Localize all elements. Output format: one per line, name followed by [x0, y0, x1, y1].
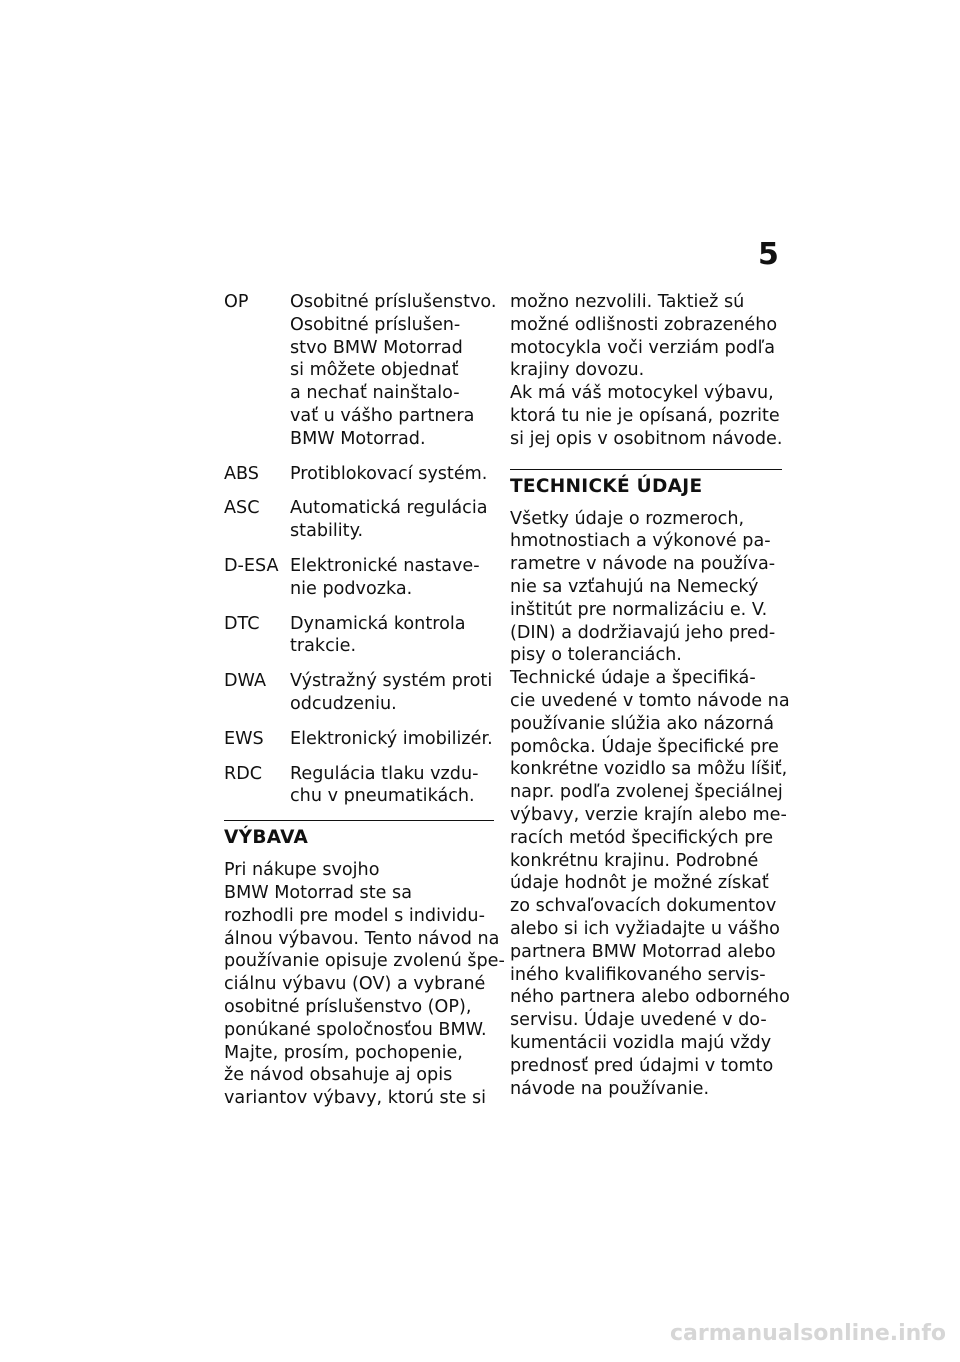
text-line: odcudzeniu.	[290, 693, 397, 714]
text-line: trakcie.	[290, 636, 357, 657]
text-line: Ak má váš motocykel výbavu,	[510, 383, 774, 404]
text-line: návode na používanie.	[510, 1078, 710, 1099]
text-line: hmotnostiach a výkonové pa-	[510, 531, 771, 552]
text-line: vať u vášho partnera	[290, 405, 475, 426]
text-line: alebo si ich vyžiadajte u vášho	[510, 918, 780, 939]
abbreviation-term: DWA	[224, 671, 267, 692]
text-line: krajiny dovozu.	[510, 360, 645, 381]
text-line: stvo BMW Motorrad	[290, 337, 463, 358]
text-line: a nechať nainštalo-	[290, 383, 460, 404]
abbreviation-item	[224, 463, 494, 486]
text-line: napr. podľa zvolenej špeciálnej	[510, 782, 783, 803]
abbreviation-term: ABS	[224, 463, 259, 484]
text-line: Technické údaje a špecifiká-	[510, 668, 756, 689]
text-line: ného partnera alebo odborného	[510, 987, 790, 1008]
section-heading-vybava: VÝBAVA	[224, 827, 309, 849]
text-line: álnou výbavou. Tento návod na	[224, 928, 500, 949]
text-line: kumentácii vozidla majú vždy	[510, 1032, 772, 1053]
text-line: Protiblokovací systém.	[290, 463, 488, 484]
abbreviation-description	[290, 670, 494, 716]
text-line: konkrétnu krajinu. Podrobné	[510, 850, 759, 871]
abbreviation-description	[290, 497, 494, 543]
text-line: servisu. Údaje uvedené v do-	[510, 1010, 767, 1031]
abbreviation-term: ASC	[224, 498, 260, 519]
text-line: inštitút pre normalizáciu e. V.	[510, 599, 768, 620]
abbreviation-term: DTC	[224, 613, 260, 634]
abbreviation-list	[224, 291, 497, 808]
text-line: chu v pneumatikách.	[290, 786, 475, 807]
text-line: motocykla voči verziám podľa	[510, 337, 776, 358]
text-line: ktorá tu nie je opísaná, pozrite	[510, 405, 780, 426]
section-divider	[224, 820, 494, 821]
abbreviation-description	[290, 763, 494, 809]
page-number: 5	[758, 237, 779, 272]
text-line: osobitné príslušenstvo (OP),	[224, 996, 472, 1017]
text-line: ciálnu výbavu (OV) a vybrané	[224, 974, 486, 995]
abbreviation-item	[224, 555, 494, 601]
abbreviation-term: OP	[224, 292, 249, 312]
text-line: cie uvedené v tomto návode na	[510, 690, 790, 711]
abbreviation-description	[290, 613, 494, 659]
text-line: Dynamická kontrola	[290, 613, 466, 634]
text-line: konkrétne vozidlo sa môžu líšiť,	[510, 759, 788, 780]
text-line: Majte, prosím, pochopenie,	[224, 1042, 463, 1063]
text-line: (DIN) a dodržiavajú jeho pred-	[510, 622, 776, 643]
text-line: používanie opisuje zvolenú špe-	[224, 951, 505, 972]
technicke-body	[510, 508, 790, 1101]
text-line: Elektronický imobilizér.	[290, 728, 493, 749]
text-line: používanie slúžia ako názorná	[510, 713, 775, 734]
text-line: rametre v návode na používa-	[510, 554, 776, 575]
abbreviation-item	[224, 291, 497, 451]
abbreviation-item	[224, 497, 494, 543]
text-line: iného kvalifikovaného servis-	[510, 964, 766, 985]
abbreviation-item	[224, 763, 494, 809]
text-line: BMW Motorrad.	[290, 428, 426, 449]
text-line: si jej opis v osobitnom návode.	[510, 428, 783, 449]
text-line: Osobitné príslušen-	[290, 314, 461, 335]
text-line: údaje hodnôt je možné získať	[510, 873, 769, 894]
text-line: možno nezvolili. Taktiež sú	[510, 292, 745, 312]
abbreviation-description	[290, 555, 494, 601]
abbreviation-term: D-ESA	[224, 555, 279, 576]
continuation-body	[510, 291, 782, 451]
text-line: si môžete objednať	[290, 360, 459, 381]
text-line: stability.	[290, 521, 364, 542]
text-line: Pri nákupe svojho	[224, 860, 380, 881]
left-column	[224, 291, 505, 1110]
text-line: Regulácia tlaku vzdu-	[290, 763, 479, 784]
abbreviation-term: RDC	[224, 763, 263, 784]
text-line: možné odlišnosti zobrazeného	[510, 314, 778, 335]
text-line: Osobitné príslušenstvo.	[290, 292, 497, 312]
text-line: výbavy, verzie krajín alebo me-	[510, 804, 787, 825]
section-heading-technicke-udaje: TECHNICKÉ ÚDAJE	[510, 475, 703, 497]
text-line: nie sa vzťahujú na Nemecký	[510, 576, 759, 597]
text-line: pomôcka. Údaje špecifické pre	[510, 736, 779, 757]
text-line: ponúkané spoločnosťou BMW.	[224, 1019, 487, 1040]
abbreviation-description	[290, 463, 494, 486]
text-line: racích metód špecifických pre	[510, 827, 774, 848]
section-divider	[510, 469, 782, 470]
vybava-body	[224, 859, 505, 1110]
abbreviation-item	[224, 728, 494, 751]
right-column	[510, 291, 790, 1100]
abbreviation-description	[290, 291, 497, 451]
section-technicke-udaje	[510, 469, 790, 1101]
text-line: BMW Motorrad ste sa	[224, 882, 412, 903]
text-line: rozhodli pre model s individu-	[224, 905, 485, 926]
text-line: nie podvozka.	[290, 578, 413, 599]
text-line: pisy o toleranciách.	[510, 645, 682, 666]
text-line: Všetky údaje o rozmeroch,	[510, 508, 745, 529]
text-line: že návod obsahuje aj opis	[224, 1065, 453, 1086]
text-line: Elektronické nastave-	[290, 555, 480, 576]
text-line: zo schvaľovacích dokumentov	[510, 896, 777, 917]
abbreviation-description	[290, 728, 494, 751]
abbreviation-item	[224, 613, 494, 659]
abbreviation-term: EWS	[224, 728, 264, 749]
abbreviation-item	[224, 670, 494, 716]
text-line: prednosť pred údajmi v tomto	[510, 1055, 774, 1076]
section-vybava	[224, 820, 505, 1110]
text-line: partnera BMW Motorrad alebo	[510, 941, 776, 962]
text-line: variantov výbavy, ktorú ste si	[224, 1088, 487, 1109]
watermark: carmanualsonline.info	[670, 1321, 946, 1346]
text-line: Automatická regulácia	[290, 498, 488, 519]
text-line: Výstražný systém proti	[290, 671, 493, 692]
